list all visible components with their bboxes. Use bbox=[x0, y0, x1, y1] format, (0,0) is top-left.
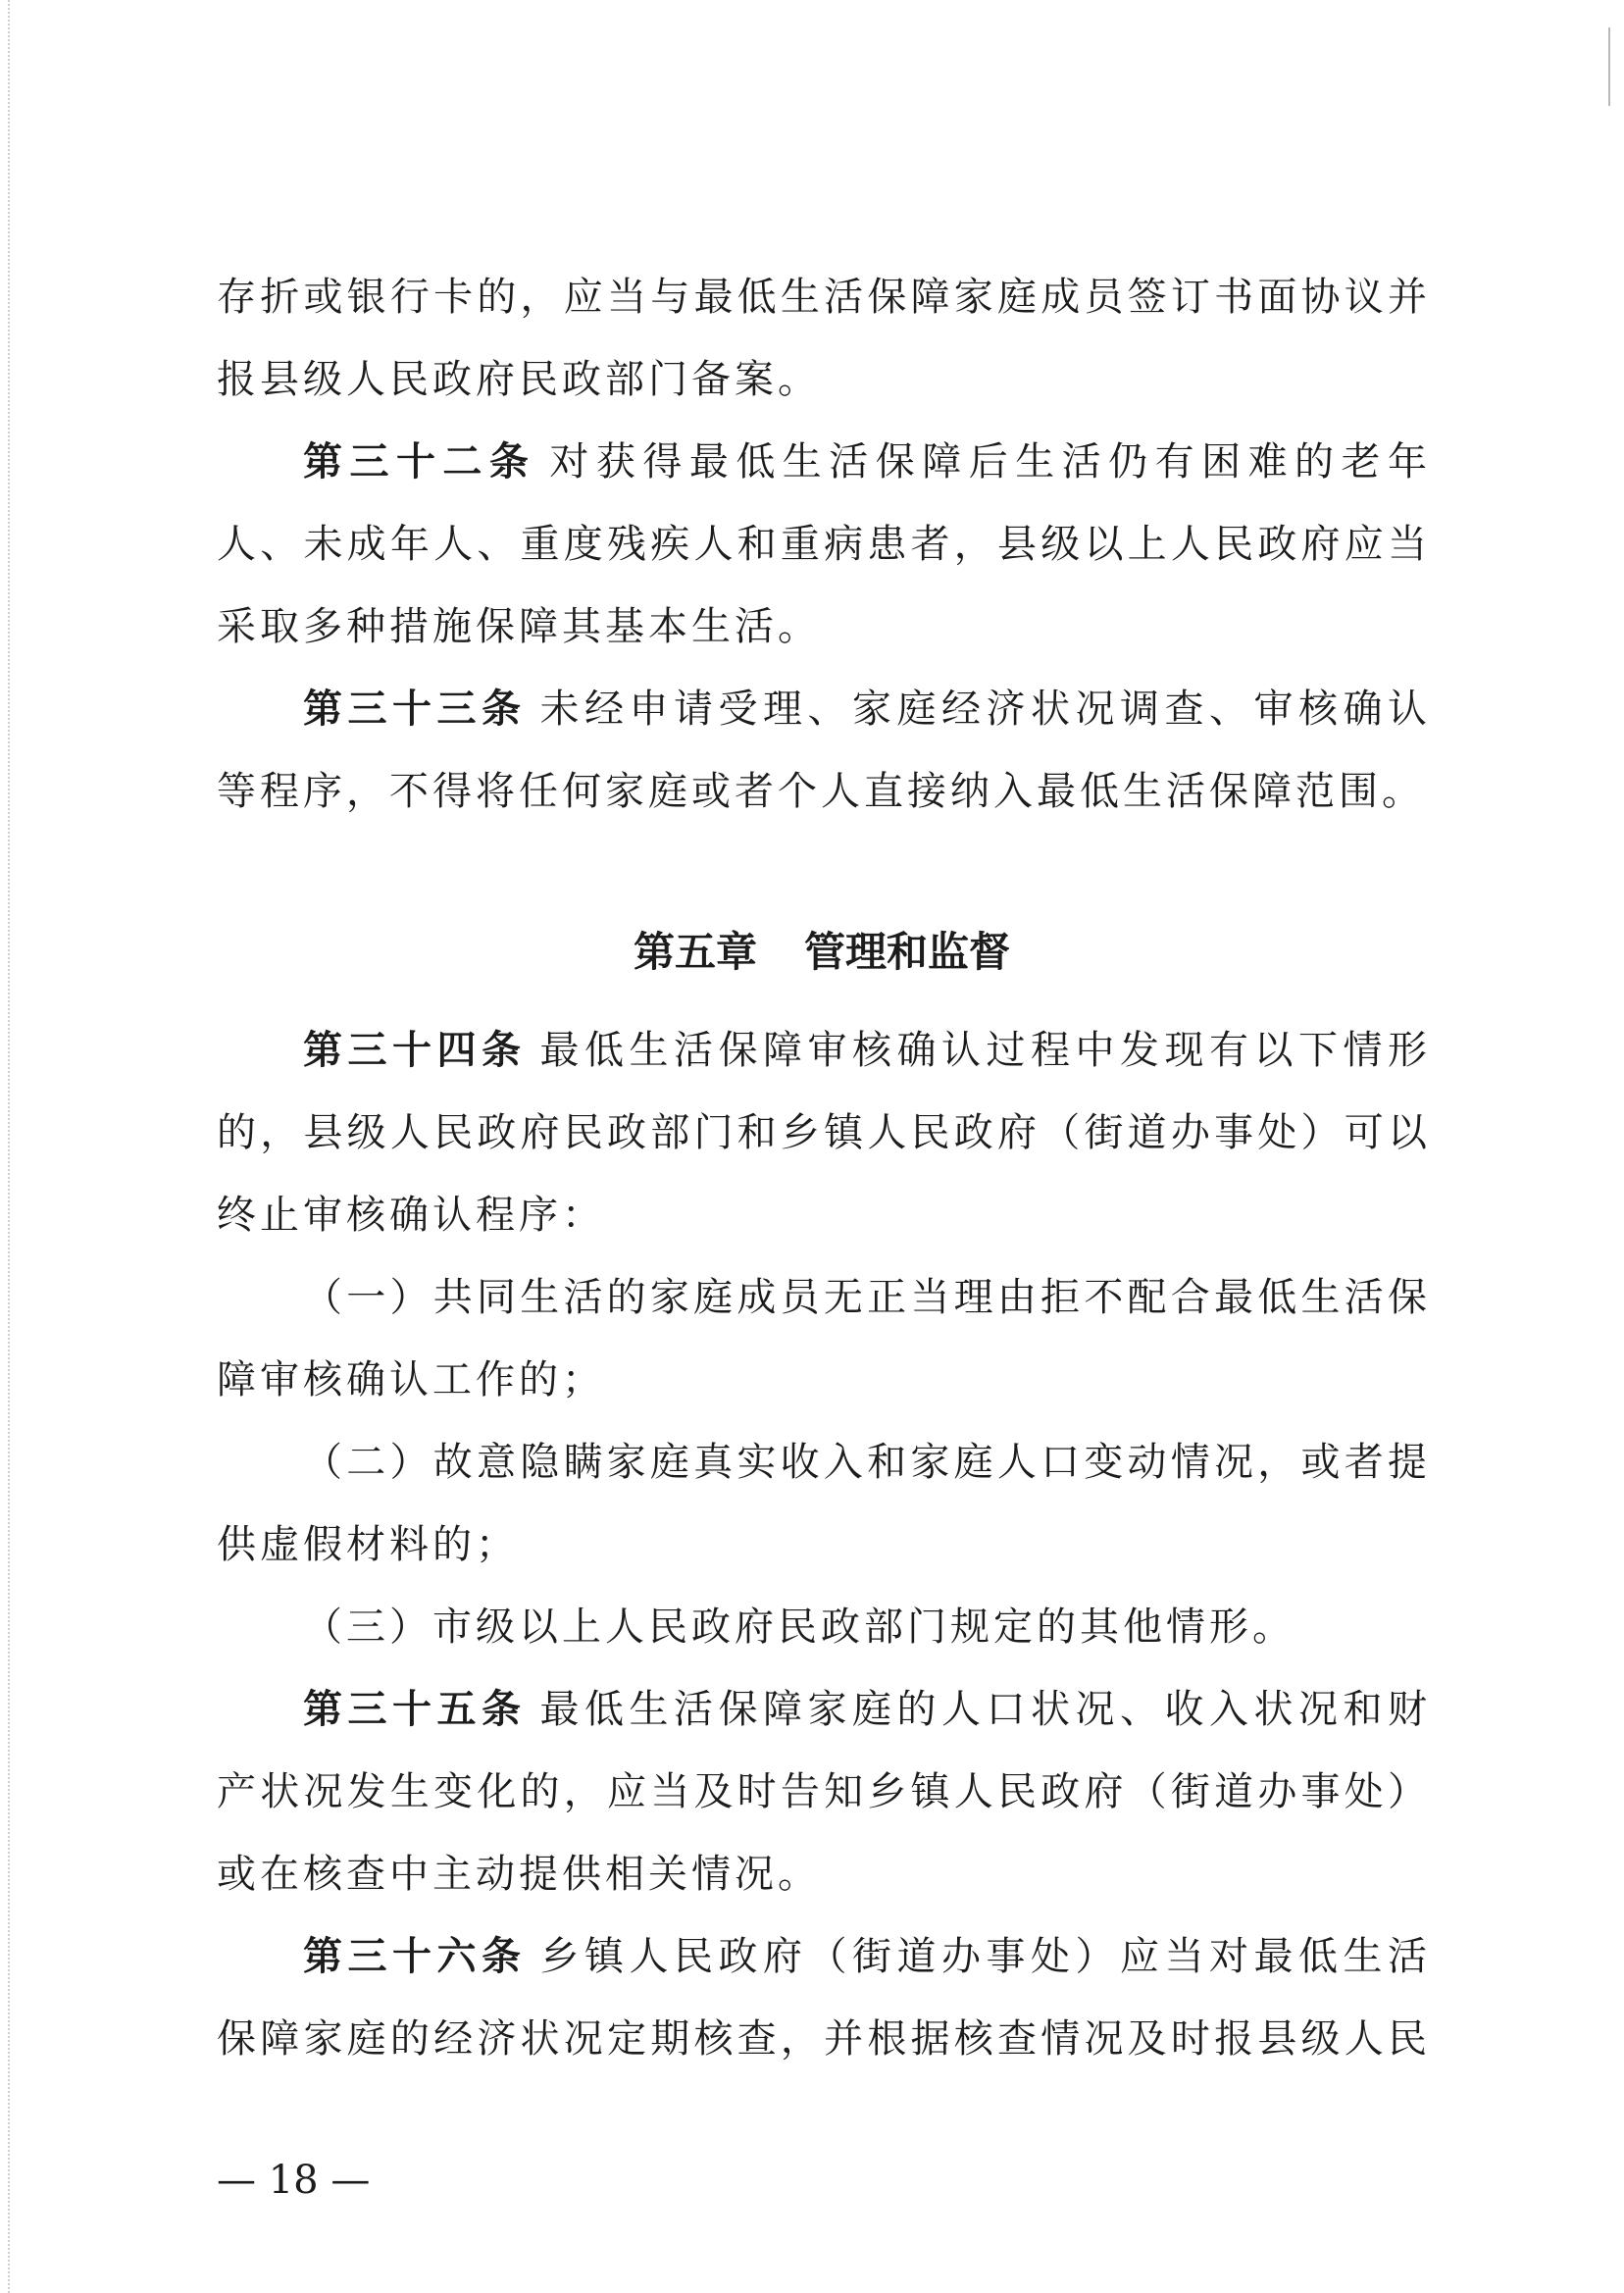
article-first-line bbox=[217, 1915, 1427, 1998]
article-heading: 第三十四条 bbox=[303, 1028, 527, 1073]
text-line: 乡镇人民政府（街道办事处）应当对最低生活 bbox=[539, 1934, 1427, 1979]
text-line: 最低生活保障审核确认过程中发现有以下情形 bbox=[539, 1028, 1427, 1073]
paragraph-continuation bbox=[217, 256, 1427, 421]
text-line: 供虚假材料的； bbox=[217, 1522, 519, 1567]
list-item bbox=[217, 1256, 1427, 1421]
text-line: 保障家庭的经济状况定期核查，并根据核查情况及时报县级人民 bbox=[217, 2016, 1427, 2062]
text-line: 终止审核确认程序： bbox=[217, 1193, 605, 1238]
text-line: 产状况发生变化的，应当及时告知乡镇人民政府（街道办事处） bbox=[217, 1769, 1427, 1814]
text-line: 对获得最低生活保障后生活仍有困难的老年 bbox=[549, 439, 1428, 484]
chapter-title: 管理和监督 bbox=[804, 928, 1011, 976]
article-heading: 第三十二条 bbox=[303, 439, 536, 484]
article-first-line bbox=[217, 421, 1427, 503]
text-line: 障审核确认工作的； bbox=[217, 1357, 605, 1402]
article-heading: 第三十五条 bbox=[303, 1687, 527, 1732]
article-35 bbox=[217, 1668, 1427, 1915]
text-line: 最低生活保障家庭的人口状况、收入状况和财 bbox=[539, 1687, 1427, 1732]
binding-margin-dots bbox=[8, 0, 10, 2293]
text-line: 人、未成年人、重度残疾人和重病患者，县级以上人民政府应当 bbox=[217, 522, 1427, 567]
chapter-heading bbox=[217, 911, 1427, 994]
text-line: 报县级人民政府民政部门备案。 bbox=[217, 357, 821, 402]
text-line: （一）共同生活的家庭成员无正当理由拒不配合最低生活保 bbox=[303, 1275, 1427, 1320]
document-body bbox=[217, 256, 1427, 2080]
text-line: 未经申请受理、家庭经济状况调查、审核确认 bbox=[539, 687, 1427, 732]
text-line: 的，县级人民政府民政部门和乡镇人民政府（街道办事处）可以 bbox=[217, 1110, 1427, 1155]
text-line: 存折或银行卡的，应当与最低生活保障家庭成员签订书面协议并 bbox=[217, 275, 1427, 320]
article-36 bbox=[217, 1915, 1427, 2080]
article-first-line bbox=[217, 1668, 1427, 1751]
article-33 bbox=[217, 668, 1427, 833]
text-line: 等程序，不得将任何家庭或者个人直接纳入最低生活保障范围。 bbox=[217, 769, 1425, 814]
scan-edge-mark bbox=[1608, 27, 1610, 106]
text-line: （二）故意隐瞒家庭真实收入和家庭人口变动情况，或者提 bbox=[303, 1440, 1427, 1485]
text-line: 或在核查中主动提供相关情况。 bbox=[217, 1852, 821, 1897]
article-34 bbox=[217, 1009, 1427, 1668]
page-number: — 18 — bbox=[217, 2158, 371, 2203]
article-heading: 第三十三条 bbox=[303, 687, 527, 732]
chapter-number: 第五章 bbox=[633, 928, 757, 976]
text-line: 采取多种措施保障其基本生活。 bbox=[217, 604, 821, 649]
list-item bbox=[217, 1421, 1427, 1586]
list-item bbox=[217, 1586, 1427, 1668]
article-first-line bbox=[217, 1009, 1427, 1092]
article-first-line bbox=[217, 668, 1427, 750]
article-32 bbox=[217, 421, 1427, 668]
article-heading: 第三十六条 bbox=[303, 1934, 527, 1979]
text-line: （三）市级以上人民政府民政部门规定的其他情形。 bbox=[303, 1605, 1295, 1650]
